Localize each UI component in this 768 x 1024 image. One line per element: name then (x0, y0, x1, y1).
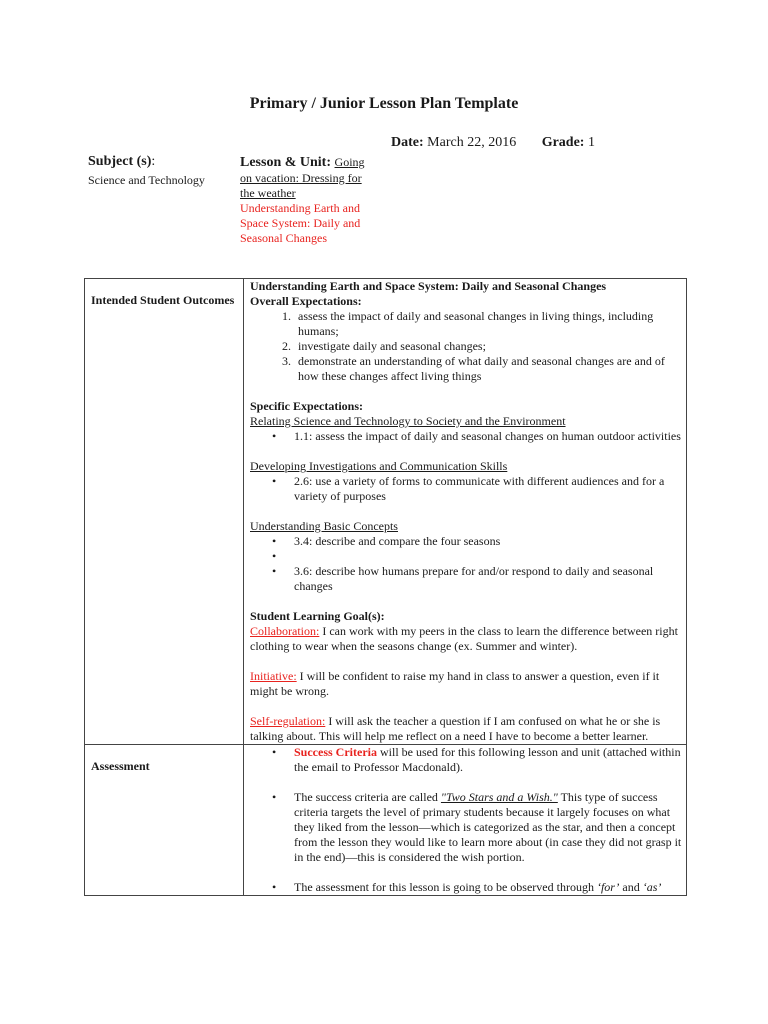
learning-goals-label: Student Learning Goal(s): (250, 609, 385, 623)
lesson-title-part1: Going (334, 155, 365, 169)
list-item: • The assessment for this lesson is going to be observed through ‘for’ and ‘as’ (294, 880, 682, 895)
spacer (294, 549, 682, 564)
expectation-group-title: Developing Investigations and Communication Skills (250, 459, 508, 473)
date-grade-line (391, 135, 595, 151)
outcomes-heading: Understanding Earth and Space System: Daily and Seasonal Changes (250, 279, 607, 293)
expectation-group-title: Understanding Basic Concepts (250, 519, 398, 533)
document-title: Primary / Junior Lesson Plan Template (249, 95, 519, 112)
expectation-list (250, 474, 682, 504)
list-item: • 2.6: use a variety of forms to communicate with different audiences and for a variety of purposes (294, 474, 682, 504)
list-item: • The success criteria are called "Two Stars and a Wish." This type of success criteria targets the level of primary students because it largely focuses on what they liked from the lesson—which is categorized as the star, and then a concept from the lesson they would like to learn more about (in case they did not grasp it in the end)—this is considered the wish portion. (294, 790, 682, 865)
lesson-unit-label: Lesson & Unit: Going (240, 155, 365, 170)
expectation-group-title: Relating Science and Technology to Society and the Environment (250, 414, 566, 428)
subject-value: Science and Technology (88, 173, 205, 187)
lesson-unit-block (240, 154, 380, 246)
list-item: • 3.6: describe how humans prepare for and/or respond to daily and seasonal changes (294, 564, 682, 594)
goal-self-regulation: Self-regulation: I will ask the teacher a question if I am confused on what he or she is talking about. This will help me reflect on a need I have to become a better learner. (250, 714, 661, 743)
unit-title-3: Seasonal Changes (240, 231, 327, 245)
expectation-list (250, 534, 682, 594)
outcomes-row (85, 279, 687, 745)
list-item: 1. assess the impact of daily and seasonal changes in living things, including humans; (294, 309, 682, 339)
expectation-list (250, 429, 682, 444)
two-stars-wish-term: "Two Stars and a Wish." (440, 790, 558, 804)
lesson-plan-table (84, 278, 687, 896)
goal-label: Initiative: (250, 669, 297, 683)
outcomes-label: Intended Student Outcomes (85, 279, 244, 745)
subject-label: Subject (s): (88, 154, 156, 169)
for-term: ‘for’ (596, 880, 620, 894)
goal-label: Collaboration: (250, 624, 320, 638)
list-item: • Success Criteria will be used for this following lesson and unit (attached within the email to Professor Macdonald). (294, 745, 682, 775)
subject-block (88, 154, 228, 188)
assessment-list (250, 745, 682, 895)
goal-collaboration: Collaboration: I can work with my peers in the class to learn the difference between right clothing to wear when the seasons change (ex. Summer and winter). (250, 624, 678, 653)
overall-expectations-list (250, 309, 682, 384)
goal-label: Self-regulation: (250, 714, 326, 728)
assessment-label: Assessment (85, 745, 244, 896)
unit-title-1: Understanding Earth and (240, 201, 360, 215)
unit-title-2: Space System: Daily and (240, 216, 361, 230)
specific-expectations-label: Specific Expectations: (250, 399, 363, 413)
date-value: March 22, 2016 (427, 135, 517, 150)
outcomes-content (244, 279, 687, 745)
date-label: Date: (391, 135, 424, 150)
lesson-title-part2: on vacation: Dressing for (240, 171, 362, 185)
assessment-row (85, 745, 687, 896)
list-item: • 3.4: describe and compare the four seasons (294, 534, 682, 549)
grade-label: Grade: (541, 135, 585, 150)
assessment-content (244, 745, 687, 896)
list-item: 2. investigate daily and seasonal changes; (294, 339, 682, 354)
overall-expectations-label: Overall Expectations: (250, 294, 362, 308)
success-criteria-term: Success Criteria (294, 745, 377, 759)
list-item: • 1.1: assess the impact of daily and seasonal changes on human outdoor activities (294, 429, 682, 444)
goal-initiative: Initiative: I will be confident to raise my hand in class to answer a question, even if it might be wrong. (250, 669, 660, 698)
lesson-title-part3: the weather (240, 186, 296, 200)
grade-value: 1 (587, 135, 595, 150)
list-item: 3. demonstrate an understanding of what daily and seasonal changes are and of how these changes affect living things (294, 354, 682, 384)
as-term: ‘as’ (642, 880, 662, 894)
